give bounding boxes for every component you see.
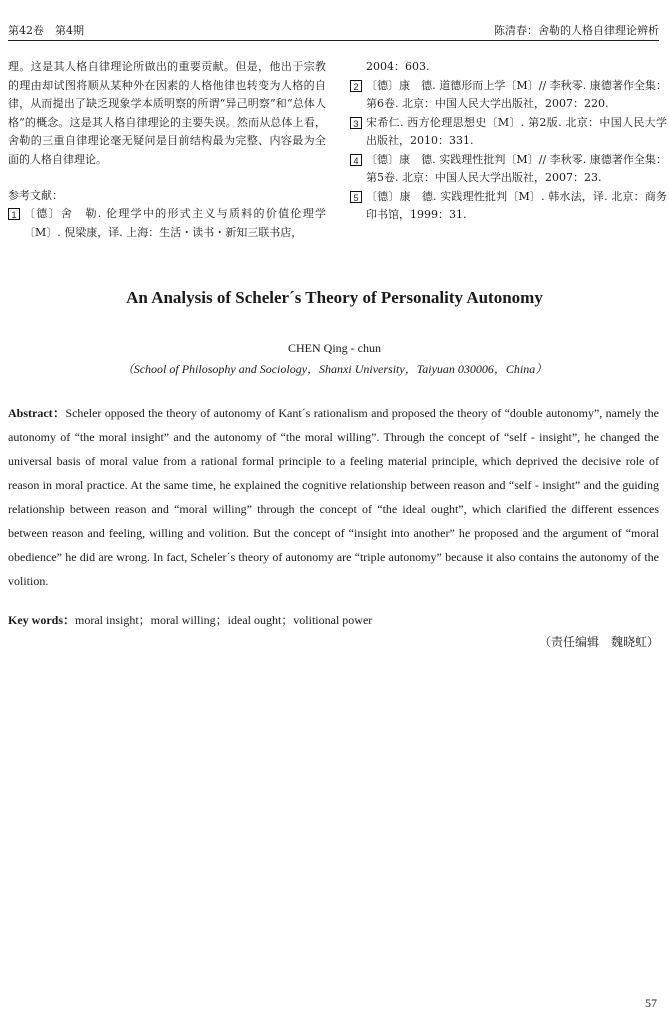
reference-number: 1: [8, 208, 20, 220]
keywords-label: Key words：: [8, 613, 75, 627]
english-title: An Analysis of Scheler´s Theory of Personality Autonomy: [126, 288, 543, 307]
reference-number: 3: [350, 117, 362, 129]
abstract-text: Scheler opposed the theory of autonomy of Kant´s rationalism and proposed the theory of “double autonomy”, namely the autonomy of “the moral insight” and the autonomy of “the moral willing”. Through the concept of “self - insight”, he changed the universal basis of moral value from a rational formal principle to a feeling material principle, which deprived the decisive role of reason in moral practice. At the same time, he explained the cognitive relationship between reason and “self - insight” and the guiding relationship between reason and “moral willing” through the concept of “the ideal ought”, which clarified the different essences between reason and feeling, willing and volition. But the concept of “insight into another” he proposed and the argument of “moral obedience” he did are wrong. In fact, Scheler´s theory of autonomy are “triple autonomy” because it also contains the autonomy of the volition.: [8, 406, 660, 588]
reference-item: [350, 58, 667, 77]
reference-item: [350, 151, 667, 188]
reference-text: 〔德〕康 德. 实践理性批判〔M〕. 韩水法，译. 北京：商务印书馆，1999：31.: [366, 189, 667, 221]
journal-volume-issue: 第42卷 第4期: [8, 24, 84, 37]
reference-number: [350, 61, 362, 73]
reference-text: 2004：603.: [366, 60, 430, 73]
right-column: [350, 58, 667, 225]
reference-text: 宋希仁. 西方伦理思想史〔M〕. 第2版. 北京：中国人民大学出版社，2010：331.: [366, 115, 667, 147]
reference-number: 4: [350, 154, 362, 166]
responsible-editor: （责任编辑 魏晓虹）: [538, 635, 659, 649]
two-column-body: [8, 58, 667, 283]
left-column: [8, 58, 326, 242]
reference-text: 〔德〕康 德. 道德形而上学〔M〕// 李秋零. 康德著作全集：第6卷. 北京：中国人民大学出版社，2007：220.: [366, 78, 667, 110]
references-title: 参考文献：: [8, 189, 63, 202]
abstract-label: Abstract：: [8, 406, 66, 420]
reference-item: [350, 114, 667, 151]
reference-number: 2: [350, 80, 362, 92]
reference-number: 5: [350, 191, 362, 203]
reference-item: [350, 77, 667, 114]
reference-text: 〔德〕康 德. 实践理性批判〔M〕// 李秋零. 康德著作全集：第5卷. 北京：中国人民大学出版社，2007：23.: [366, 152, 667, 184]
reference-item: [8, 205, 326, 242]
article-running-title: 陈清春：舍勒的人格自律理论辨析: [494, 24, 659, 37]
reference-text: 〔德〕舍 勒. 伦理学中的形式主义与质料的价值伦理学〔M〕. 倪梁康，译. 上海：生活・读书・新知三联书店，: [24, 207, 326, 239]
reference-item: [350, 188, 667, 225]
keywords-text: moral insight；moral willing；ideal ought；volitional power: [75, 613, 373, 627]
english-abstract: [8, 401, 659, 593]
conclusion-paragraph: 理。这是其人格自律理论所做出的重要贡献。但是，他出于宗教的理由却试图将顺从某种外在因素的人格他律也转变为人格的自律，从而提出了缺乏现象学本质明察的所谓“异己明察”和“总体人格”的概念。这是其人格自律理论的主要失误。然而从总体上看，舍勒的三重自律理论毫无疑问是目前结构最为完整、内容最为全面的人格自律理论。: [8, 60, 326, 166]
affiliation-text: （School of Philosophy and Sociology，Shanxi University，Taiyuan 030006，China）: [121, 362, 548, 376]
english-keywords: [8, 609, 659, 631]
running-header: [8, 22, 659, 41]
page-number: 57: [645, 996, 657, 1010]
english-affiliation: [0, 360, 669, 377]
english-author: CHEN Qing - chun: [288, 341, 381, 355]
